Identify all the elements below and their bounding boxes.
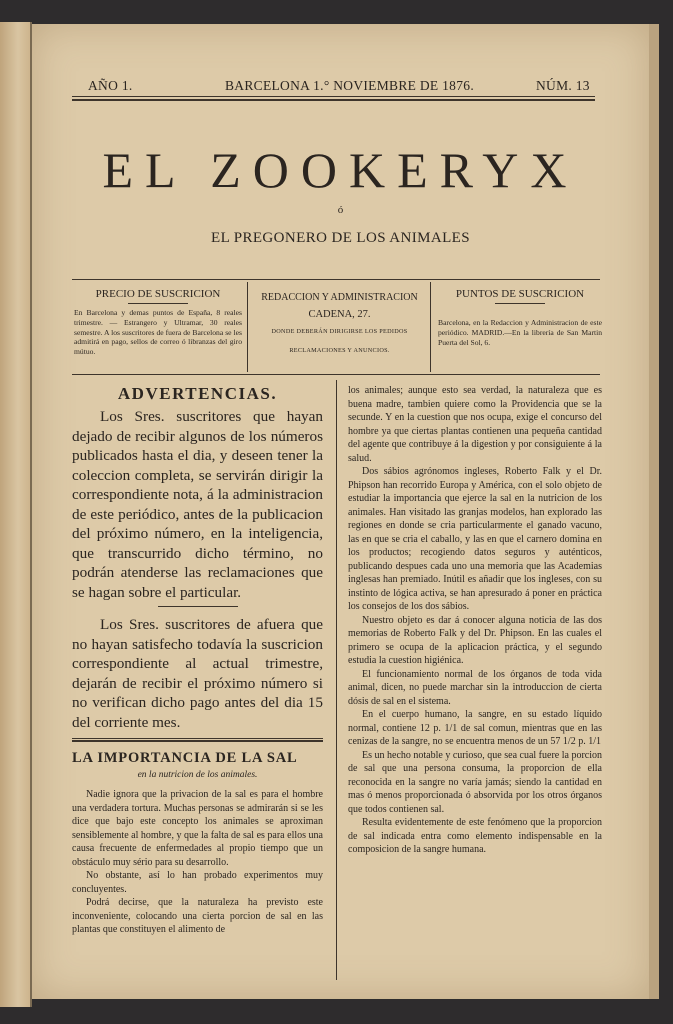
advertencias-paragraph: Los Sres. suscritores de afuera que no hayan satisfecho todavía la suscricion correspondiente al actual trimestre, dejarán de recibir el próximo número si no verifican dicho pago antes del dia 15 del corriente mes.: [72, 616, 323, 731]
precio-heading: PRECIO DE SUSCRICION: [95, 288, 221, 300]
puntos-block: [438, 288, 602, 347]
article-paragraph: No obstante, así lo han probado experimentos muy concluyentes.: [72, 870, 323, 895]
header-rule-double: [72, 99, 595, 101]
article-paragraph: En el cuerpo humano, la sangre, en su estado líquido normal, contiene 12 p. 1/1 de sal comun, mientras que en las cenizas de la sangre, no se encuentra menos de un 57 1/2 p. 1/1: [348, 709, 602, 747]
article-paragraph: Podrá decirse, que la naturaleza ha previsto este inconveniente, colocando una cierta porcion de sal en las plantas que constituyen el alimento de: [72, 897, 323, 935]
redaccion-block: [252, 292, 427, 354]
year-label: AÑO 1.: [88, 78, 133, 93]
advertencias-title: ADVERTENCIAS.: [117, 384, 278, 403]
dateline: BARCELONA 1.° NOVIEMBRE DE 1876.: [225, 78, 475, 93]
box-bottom-rule: [72, 374, 600, 375]
puntos-text: Barcelona, en la Redaccion y Administracion de este periódico. MADRID.—En la librería de San Martin Puerta del Sol, 6.: [438, 318, 602, 347]
article-title: LA IMPORTANCIA DE LA SAL: [72, 750, 298, 766]
precio-text: En Barcelona y demas puntos de España, 8 reales trimestre. — Estrangero y Ultramar, 30 reales semestre. A los suscritores de fuera de Barcelona se les admitirá en pago, sellos de correo ó libranzas del giro mútuo.: [74, 308, 242, 357]
article-rule-double: [72, 740, 323, 742]
column-divider: [336, 380, 337, 980]
redaccion-address: CADENA, 27.: [308, 309, 371, 320]
masthead-subtitle: EL PREGONERO DE LOS ANIMALES: [211, 230, 470, 246]
article-rule: [72, 738, 323, 739]
article-subtitle: en la nutricion de los animales.: [137, 770, 258, 780]
masthead-title: EL ZOOKERYX: [102, 142, 579, 198]
article-paragraph: los animales; aunque esto sea verdad, la naturaleza que es buena madre, tambien quiere como la Providencia que se la secunde. Y en la cuestion que nos ocupa, exige el concurso del hombre ya que ciertas plantas contienen una pequeña cantidad del agente que contribuye á la digestion y por consiguiente á la salud.: [348, 385, 602, 464]
right-column: [348, 384, 602, 974]
redaccion-line2: RECLAMACIONES Y ANUNCIOS.: [289, 347, 390, 354]
precio-block: [74, 288, 242, 357]
box-top-rule: [72, 279, 600, 280]
advertencias-paragraph: Los Sres. suscritores que hayan dejado de recibir algunos de los números publicados hasta el dia, y deseen tener la coleccion completa, se servirán dirigir la correspondiente nota, á la administracion de este periódico, antes de la publicacion del próximo número, en la inteligencia, que transcurrido dicho término, no podrán atenderse las reclamaciones que se hagan sobre el particular.: [72, 408, 323, 601]
previous-page-edge: [0, 22, 32, 1007]
redaccion-line1: DONDE DEBERÁN DIRIGIRSE LOS PEDIDOS: [271, 328, 408, 335]
box-divider: [430, 282, 431, 372]
redaccion-heading: REDACCION Y ADMINISTRACION: [261, 292, 418, 303]
issue-number: NÚM. 13: [536, 78, 590, 93]
section-rule: [158, 606, 238, 607]
left-column: [72, 384, 323, 937]
article-paragraph: Resulta evidentemente de este fenómeno que la proporcion de sal indicada entra como elemento indispensable en la composicion de la sangre humana.: [348, 817, 602, 855]
header-rule: [72, 96, 595, 97]
masthead-conjunction: ó: [337, 204, 344, 216]
article-paragraph: Es un hecho notable y curioso, que sea cual fuere la porcion de sal que una persona consuma, la proporcion de ella reconocida en la sangre no varía jamás; siendo la cantidad en mas ó menos proporcionada ó absorvida por los otros órganos que todos contienen sal.: [348, 749, 602, 815]
article-paragraph: El funcionamiento normal de los órganos de toda vida animal, dicen, no puede marchar sin la introduccion de cierta dósis de sal en el sistema.: [348, 668, 602, 707]
page-edge: [649, 24, 659, 999]
newspaper-page: [32, 24, 649, 999]
article-paragraph: Dos sábios agrónomos ingleses, Roberto Falk y el Dr. Phipson han recorrido Europa y América, con el solo objeto de estudiar la importancia que ejerce la sal en la nutricion de los animales. Han visitado las granjas modelos, han explorado las regiones en donde se cria particularmente el ganado vacuno, las en que se cria el caballo, y las en que el carnero domina en los productos; recogiendo datos seguros y auténticos, publicando despues cada uno una memoria que las Academias inglesas han premiado. Inútil es añadir que los ingleses, con su instinto de lógica activa, se han apresurado á poner en práctica los consejos de los dos sábios.: [348, 466, 602, 612]
article-paragraph: Nuestro objeto es dar á conocer alguna noticia de las dos memorias de Roberto Falk y del Dr. Phipson. En las cuales el primero se ocupa de la aplicacion práctica, y el segundo estudia la cuestion higiénica.: [348, 614, 602, 666]
article-paragraph: Nadie ignora que la privacion de la sal es para el hombre una verdadera tortura. Muchas personas se admirarán si se les dice que bajo este concepto los animales se aproximan sensiblemente al hombre, y que la falta de sal es para ellos una causa frecuente de enfermedades al propio tiempo que un obstáculo muy sério para su desarrollo.: [72, 789, 323, 868]
puntos-heading: PUNTOS DE SUSCRICION: [455, 288, 585, 300]
box-divider: [247, 282, 248, 372]
